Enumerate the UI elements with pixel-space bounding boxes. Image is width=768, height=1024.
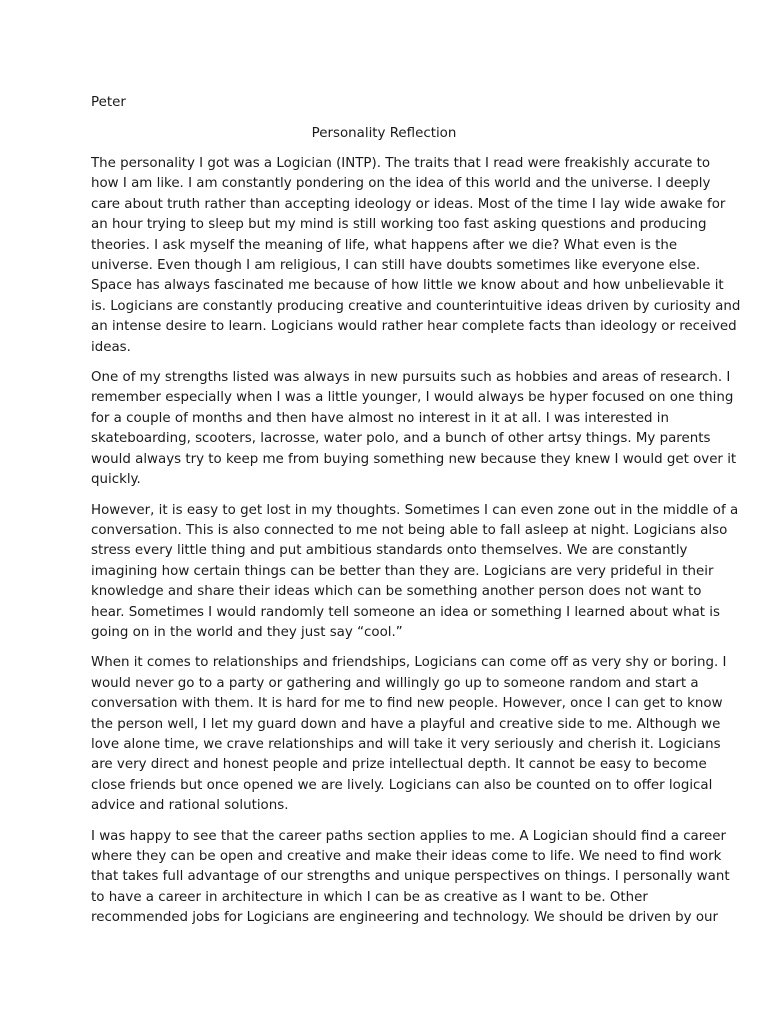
- text-line: imagining how certain things can be better than they are. Logicians are very prideful in their: [91, 563, 714, 579]
- paragraph-3: [91, 501, 739, 644]
- text-line: ideas.: [91, 339, 131, 355]
- text-line: theories. I ask myself the meaning of life, what happens after we die? What even is the: [91, 237, 678, 253]
- text-line: would never go to a party or gathering and willingly go up to someone random and start a: [91, 675, 699, 691]
- text-line: care about truth rather than accepting ideology or ideas. Most of the time I lay wide awake for: [91, 196, 726, 212]
- text-line: the person well, I let my guard down and have a playful and creative side to me. Although we: [91, 716, 721, 732]
- text-line: an intense desire to learn. Logicians would rather hear complete facts than ideology or received: [91, 319, 737, 335]
- text-line: how I am like. I am constantly pondering on the idea of this world and the universe. I deeply: [91, 176, 711, 192]
- text-line: conversation. This is also connected to me not being able to fall asleep at night. Logicians also: [91, 522, 728, 538]
- document-body: [91, 154, 741, 939]
- text-line: advice and rational solutions.: [91, 798, 289, 814]
- text-line: that takes full advantage of our strengths and unique perspectives on things. I personally want: [91, 869, 730, 885]
- text-line: are very direct and honest people and prize intellectual depth. It cannot be easy to become: [91, 757, 707, 773]
- text-line: stress every little thing and put ambitious standards onto themselves. We are constantly: [91, 543, 688, 559]
- author-name: Peter: [91, 95, 126, 110]
- paragraph-2: [91, 368, 737, 490]
- text-line: conversation with them. It is hard for me to find new people. However, once I can get to know: [91, 696, 723, 712]
- text-line: However, it is easy to get lost in my thoughts. Sometimes I can even zone out in the middle of a: [91, 502, 739, 518]
- text-line: The personality I got was a Logician (INTP). The traits that I read were freakishly accurate to: [91, 156, 711, 171]
- text-line: is. Logicians are constantly producing creative and counterintuitive ideas driven by curiosity and: [91, 298, 741, 314]
- text-line: an hour trying to sleep but my mind is still working too fast asking questions and producing: [91, 217, 707, 233]
- text-line: knowledge and share their ideas which can be something another person does not want to: [91, 584, 702, 600]
- text-line: where they can be open and creative and make their ideas come to life. We need to find work: [91, 849, 722, 864]
- text-line: close friends but once opened we are lively. Logicians can also be counted on to offer logical: [91, 777, 713, 793]
- text-line: going on in the world and they just say “cool.”: [91, 624, 403, 640]
- text-line: universe. Even though I am religious, I can still have doubts sometimes like everyone else.: [91, 258, 701, 274]
- document-title: Personality Reflection: [311, 126, 457, 141]
- text-line: Space has always fascinated me because of how little we know about and how unbelievable it: [91, 278, 724, 294]
- paragraph-4: [91, 653, 727, 816]
- text-line: would always try to keep me from buying something new because they knew I would get over it: [91, 451, 737, 467]
- text-line: hear. Sometimes I would randomly tell someone an idea or something I learned about what is: [91, 604, 720, 620]
- text-line: I was happy to see that the career paths section applies to me. A Logician should find a career: [91, 828, 726, 844]
- text-line: for a couple of months and then have almost no interest in it at all. I was interested in: [91, 410, 669, 426]
- text-line: recommended jobs for Logicians are engineering and technology. We should be driven by our: [91, 910, 719, 926]
- text-line: quickly.: [91, 472, 141, 488]
- paragraph-1: [91, 154, 741, 358]
- text-line: love alone time, we crave relationships and will take it very seriously and cherish it. Logicians: [91, 736, 721, 752]
- text-line: skateboarding, scooters, lacrosse, water polo, and a bunch of other artsy things. My parents: [91, 431, 711, 447]
- text-line: to have a career in architecture in which I can be as creative as I want to be. Other: [91, 889, 648, 905]
- text-line: When it comes to relationships and friendships, Logicians can come off as very shy or boring. I: [91, 655, 727, 671]
- paragraph-5: [91, 827, 730, 929]
- text-line: One of my strengths listed was always in new pursuits such as hobbies and areas of research. I: [91, 370, 731, 386]
- text-line: remember especially when I was a little younger, I would always be hyper focused on one thing: [91, 390, 734, 406]
